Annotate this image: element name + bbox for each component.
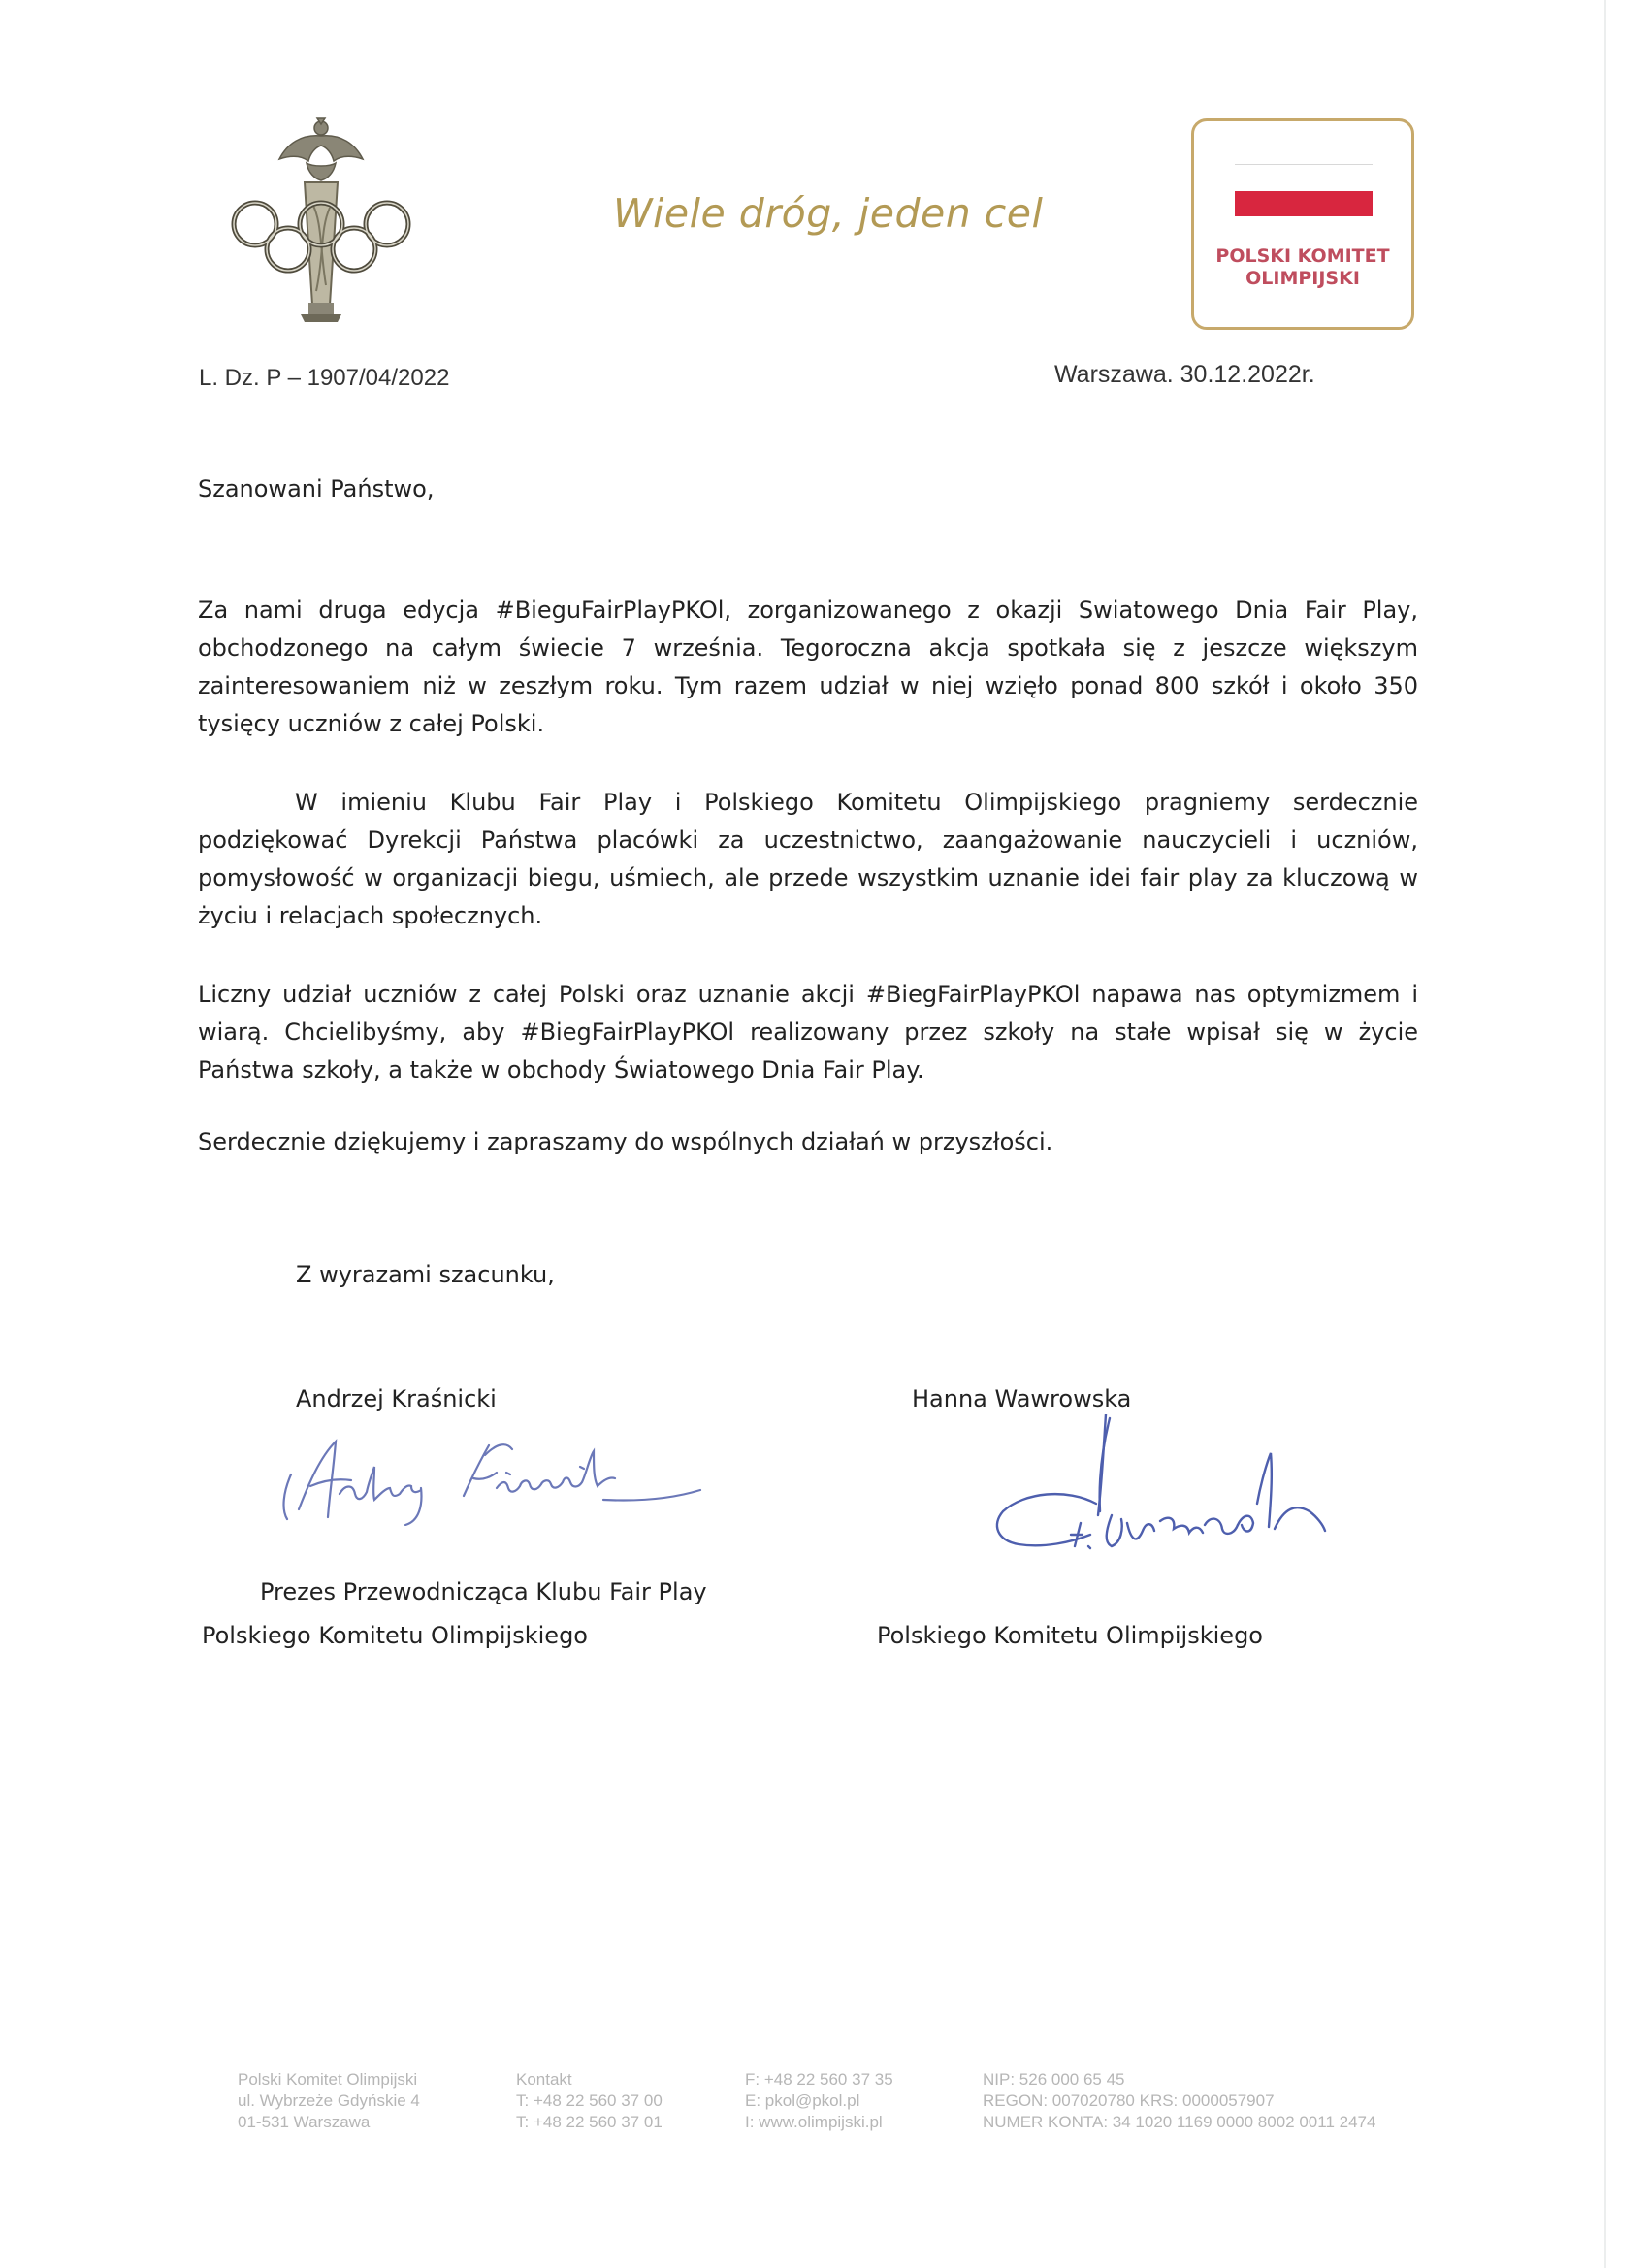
signatory-left-name: Andrzej Kraśnicki: [296, 1385, 497, 1412]
page-edge: [1604, 0, 1606, 2268]
polish-flag-icon: [1235, 164, 1373, 165]
signatory-left-org: Polskiego Komitetu Olimpijskiego: [202, 1622, 588, 1649]
reference-number: L. Dz. P – 1907/04/2022: [199, 365, 450, 391]
footer-line: NIP: 526 000 65 45: [983, 2070, 1125, 2089]
signature-left: [274, 1424, 702, 1526]
signatory-right-name: Hanna Wawrowska: [912, 1385, 1132, 1412]
footer-line: REGON: 007020780 KRS: 0000057907: [983, 2091, 1275, 2110]
signatory-left-title: Prezes Przewodnicząca Klubu Fair Play: [260, 1578, 707, 1605]
paragraph-4: Serdecznie dziękujemy i zapraszamy do wspólnych działań w przyszłości.: [198, 1128, 1053, 1155]
footer-line: NUMER KONTA: 34 1020 1169 0000 8002 0011 2474: [983, 2113, 1376, 2131]
footer-address: [238, 2069, 420, 2133]
salutation: Szanowani Państwo,: [198, 475, 435, 502]
footer-line: Kontakt: [516, 2070, 572, 2089]
footer-line: F: +48 22 560 37 35: [745, 2070, 893, 2089]
olympic-eagle-emblem-icon: [229, 114, 413, 326]
footer-line: T: +48 22 560 37 01: [516, 2113, 663, 2131]
closing: Z wyrazami szacunku,: [296, 1261, 555, 1288]
footer-line: I: www.olimpijski.pl: [745, 2113, 883, 2131]
slogan: Wiele dróg, jeden cel: [613, 190, 1044, 237]
footer-line: Polski Komitet Olimpijski: [238, 2070, 418, 2089]
footer-line: 01-531 Warszawa: [238, 2113, 371, 2131]
pkol-logo-text: POLSKI KOMITET OLIMPIJSKI: [1215, 245, 1390, 289]
footer-line: ul. Wybrzeże Gdyńskie 4: [238, 2091, 420, 2110]
paragraph-2: W imieniu Klubu Fair Play i Polskiego Komitetu Olimpijskiego pragniemy serdecznie podziękować Dyrekcji Państwa placówki za uczestnictwo, zaangażowanie nauczycieli i uczniów, pomysłowość w organizacji biegu, uśmiech, ale przede wszystkim uznanie idei fair play za kluczową w życiu i relacjach społecznych.: [198, 789, 1418, 929]
footer-contact: [516, 2069, 663, 2133]
flag-red-stripe: [1235, 191, 1373, 216]
footer-online: [745, 2069, 893, 2133]
footer-line: T: +48 22 560 37 00: [516, 2091, 663, 2110]
signature-right: [989, 1414, 1327, 1574]
letter-date: Warszawa. 30.12.2022r.: [1054, 361, 1315, 388]
footer-line: E: pkol@pkol.pl: [745, 2091, 860, 2110]
paragraph-1: Za nami druga edycja #BieguFairPlayPKOl, zorganizowanego z okazji Swiatowego Dnia Fair Play, obchodzonego na całym świecie 7 września. Tegoroczna akcja spotkała się z jeszcze większym zainteresowaniem niż w zeszłym roku. Tym razem udział w niej wzięło ponad 800 szkół i około 350 tysięcy uczniów z całej Polski.: [198, 597, 1418, 737]
paragraph-3: Liczny udział uczniów z całej Polski oraz uznanie akcji #BiegFairPlayPKOl napawa nas optymizmem i wiarą. Chcielibyśmy, aby #BiegFairPlayPKOl realizowany przez szkoły na stałe wpisał się w życie Państwa szkoły, a także w obchody Światowego Dnia Fair Play.: [198, 981, 1418, 1084]
signatory-right-org: Polskiego Komitetu Olimpijskiego: [877, 1622, 1263, 1649]
pkol-logo-box: [1191, 118, 1414, 330]
footer-registry: [983, 2069, 1375, 2133]
